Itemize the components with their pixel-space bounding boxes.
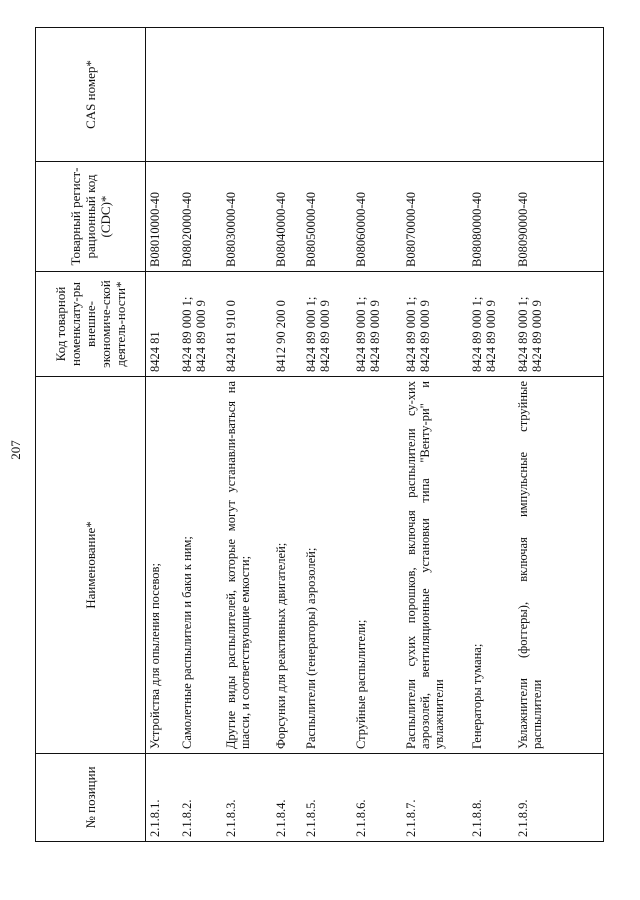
row-cas-number	[302, 28, 352, 162]
table-row	[178, 28, 222, 842]
row-cdc-code: B08070000-40	[402, 162, 468, 272]
row-tnved-code: 8424 89 000 1; 8424 89 000 9	[178, 272, 222, 377]
row-cas-number	[514, 28, 604, 162]
table-row	[352, 28, 402, 842]
page-number: 207	[8, 440, 23, 460]
row-name: Струйные распылители;	[352, 377, 402, 754]
table-row	[468, 28, 514, 842]
row-name: Распылители сухих порошков, включая распылители су-хих аэрозолей, вентиляционные установки типа "Венту-ри" и увлажнители	[402, 377, 468, 754]
row-position: 2.1.8.1.	[146, 754, 178, 842]
row-cdc-code: B08020000-40	[178, 162, 222, 272]
row-position: 2.1.8.8.	[468, 754, 514, 842]
row-cdc-code: B08060000-40	[352, 162, 402, 272]
row-cas-number	[146, 28, 178, 162]
row-cdc-code: B08050000-40	[302, 162, 352, 272]
header-cas-number: CAS номер*	[36, 28, 146, 162]
row-cas-number	[402, 28, 468, 162]
header-cdc-code: Товарный регист-рационный код (CDC)*	[36, 162, 146, 272]
row-name: Форсунки для реактивных двигателей;	[272, 377, 302, 754]
row-position: 2.1.8.6.	[352, 754, 402, 842]
row-cas-number	[178, 28, 222, 162]
header-position: № позиции	[36, 754, 146, 842]
row-position: 2.1.8.5.	[302, 754, 352, 842]
row-position: 2.1.8.3.	[222, 754, 272, 842]
header-name: Наименование*	[36, 377, 146, 754]
row-tnved-code: 8424 89 000 1; 8424 89 000 9	[468, 272, 514, 377]
row-tnved-code: 8424 81	[146, 272, 178, 377]
row-cas-number	[222, 28, 272, 162]
equipment-table	[35, 27, 604, 842]
row-tnved-code: 8424 81 910 0	[222, 272, 272, 377]
row-tnved-code: 8412 90 200 0	[272, 272, 302, 377]
table-row	[222, 28, 272, 842]
table-row	[146, 28, 178, 842]
row-name: Генераторы тумана;	[468, 377, 514, 754]
row-cdc-code: B08040000-40	[272, 162, 302, 272]
table-row	[302, 28, 352, 842]
row-cdc-code: B08090000-40	[514, 162, 604, 272]
row-position: 2.1.8.9.	[514, 754, 604, 842]
table-row	[402, 28, 468, 842]
row-tnved-code: 8424 89 000 1; 8424 89 000 9	[402, 272, 468, 377]
table-row	[514, 28, 604, 842]
row-tnved-code: 8424 89 000 1; 8424 89 000 9	[302, 272, 352, 377]
row-tnved-code: 8424 89 000 1; 8424 89 000 9	[352, 272, 402, 377]
row-tnved-code: 8424 89 000 1; 8424 89 000 9	[514, 272, 604, 377]
row-cdc-code: B08030000-40	[222, 162, 272, 272]
row-name: Другие виды распылителей, которые могут устанавли-ваться на шасси, и соответствующие емкости;	[222, 377, 272, 754]
row-cas-number	[468, 28, 514, 162]
table-header-row	[36, 28, 146, 842]
table-row	[272, 28, 302, 842]
row-name: Увлажнители (фоггеры), включая импульсные струйные распылители	[514, 377, 604, 754]
row-cdc-code: B08080000-40	[468, 162, 514, 272]
row-position: 2.1.8.2.	[178, 754, 222, 842]
row-name: Устройства для опыления посевов;	[146, 377, 178, 754]
row-cdc-code: B08010000-40	[146, 162, 178, 272]
row-cas-number	[272, 28, 302, 162]
row-position: 2.1.8.7.	[402, 754, 468, 842]
row-name: Самолетные распылители и баки к ним;	[178, 377, 222, 754]
row-cas-number	[352, 28, 402, 162]
row-position: 2.1.8.4.	[272, 754, 302, 842]
row-name: Распылители (генераторы) аэрозолей;	[302, 377, 352, 754]
header-tnved-code: Код товарной номенклату-ры внешне-экономиче-ской деятель-ности*	[36, 272, 146, 377]
